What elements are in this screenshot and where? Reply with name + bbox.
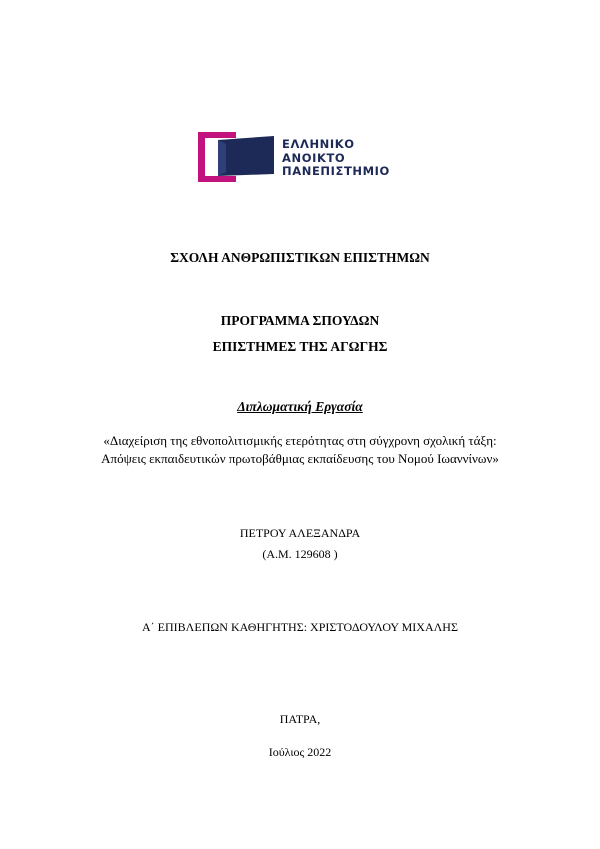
date: Ιούλιος 2022 (268, 745, 332, 759)
program-name: ΠΡΟΓΡΑΜΜΑ ΣΠΟΥΔΩΝ (220, 313, 380, 328)
logo-line-3: ΠΑΝΕΠΙΣΤΗΜΙΟ (282, 164, 390, 178)
field-name: ΕΠΙΣΤΗΜΕΣ ΤΗΣ ΑΓΩΓΗΣ (212, 339, 388, 354)
logo-line-1: ΕΛΛΗΝΙΚΟ (282, 137, 355, 151)
thesis-title: «Διαχείριση της εθνοπολιτισμικής ετερότητας στη σύγχρονη σχολική τάξη: Απόψεις εκπαιδευτικών πρωτοβάθμιας εκπαίδευσης του Νομού Ιωαννίνων» (101, 433, 499, 466)
supervisor: Α΄ ΕΠΙΒΛΕΠΩΝ ΚΑΘΗΓΗΤΗΣ: ΧΡΙΣΤΟΔΟΥΛΟΥ ΜΙΧΑΛΗΣ (142, 620, 458, 634)
logo-line-2: ΑΝΟΙΚΤΟ (282, 150, 346, 165)
university-logo-text (282, 138, 390, 179)
author-name: ΠΕΤΡΟΥ ΑΛΕΞΑΝΔΡΑ (239, 526, 361, 540)
university-logo (196, 130, 416, 184)
thesis-label: Διπλωματική Εργασία (237, 399, 363, 414)
university-logo-mark-icon (196, 130, 276, 184)
school-name: ΣΧΟΛΗ ΑΝΘΡΩΠΙΣΤΙΚΩΝ ΕΠΙΣΤΗΜΩΝ (170, 250, 430, 265)
city: ΠΑΤΡΑ, (279, 712, 321, 726)
student-id: (Α.Μ. 129608 ) (262, 547, 338, 561)
